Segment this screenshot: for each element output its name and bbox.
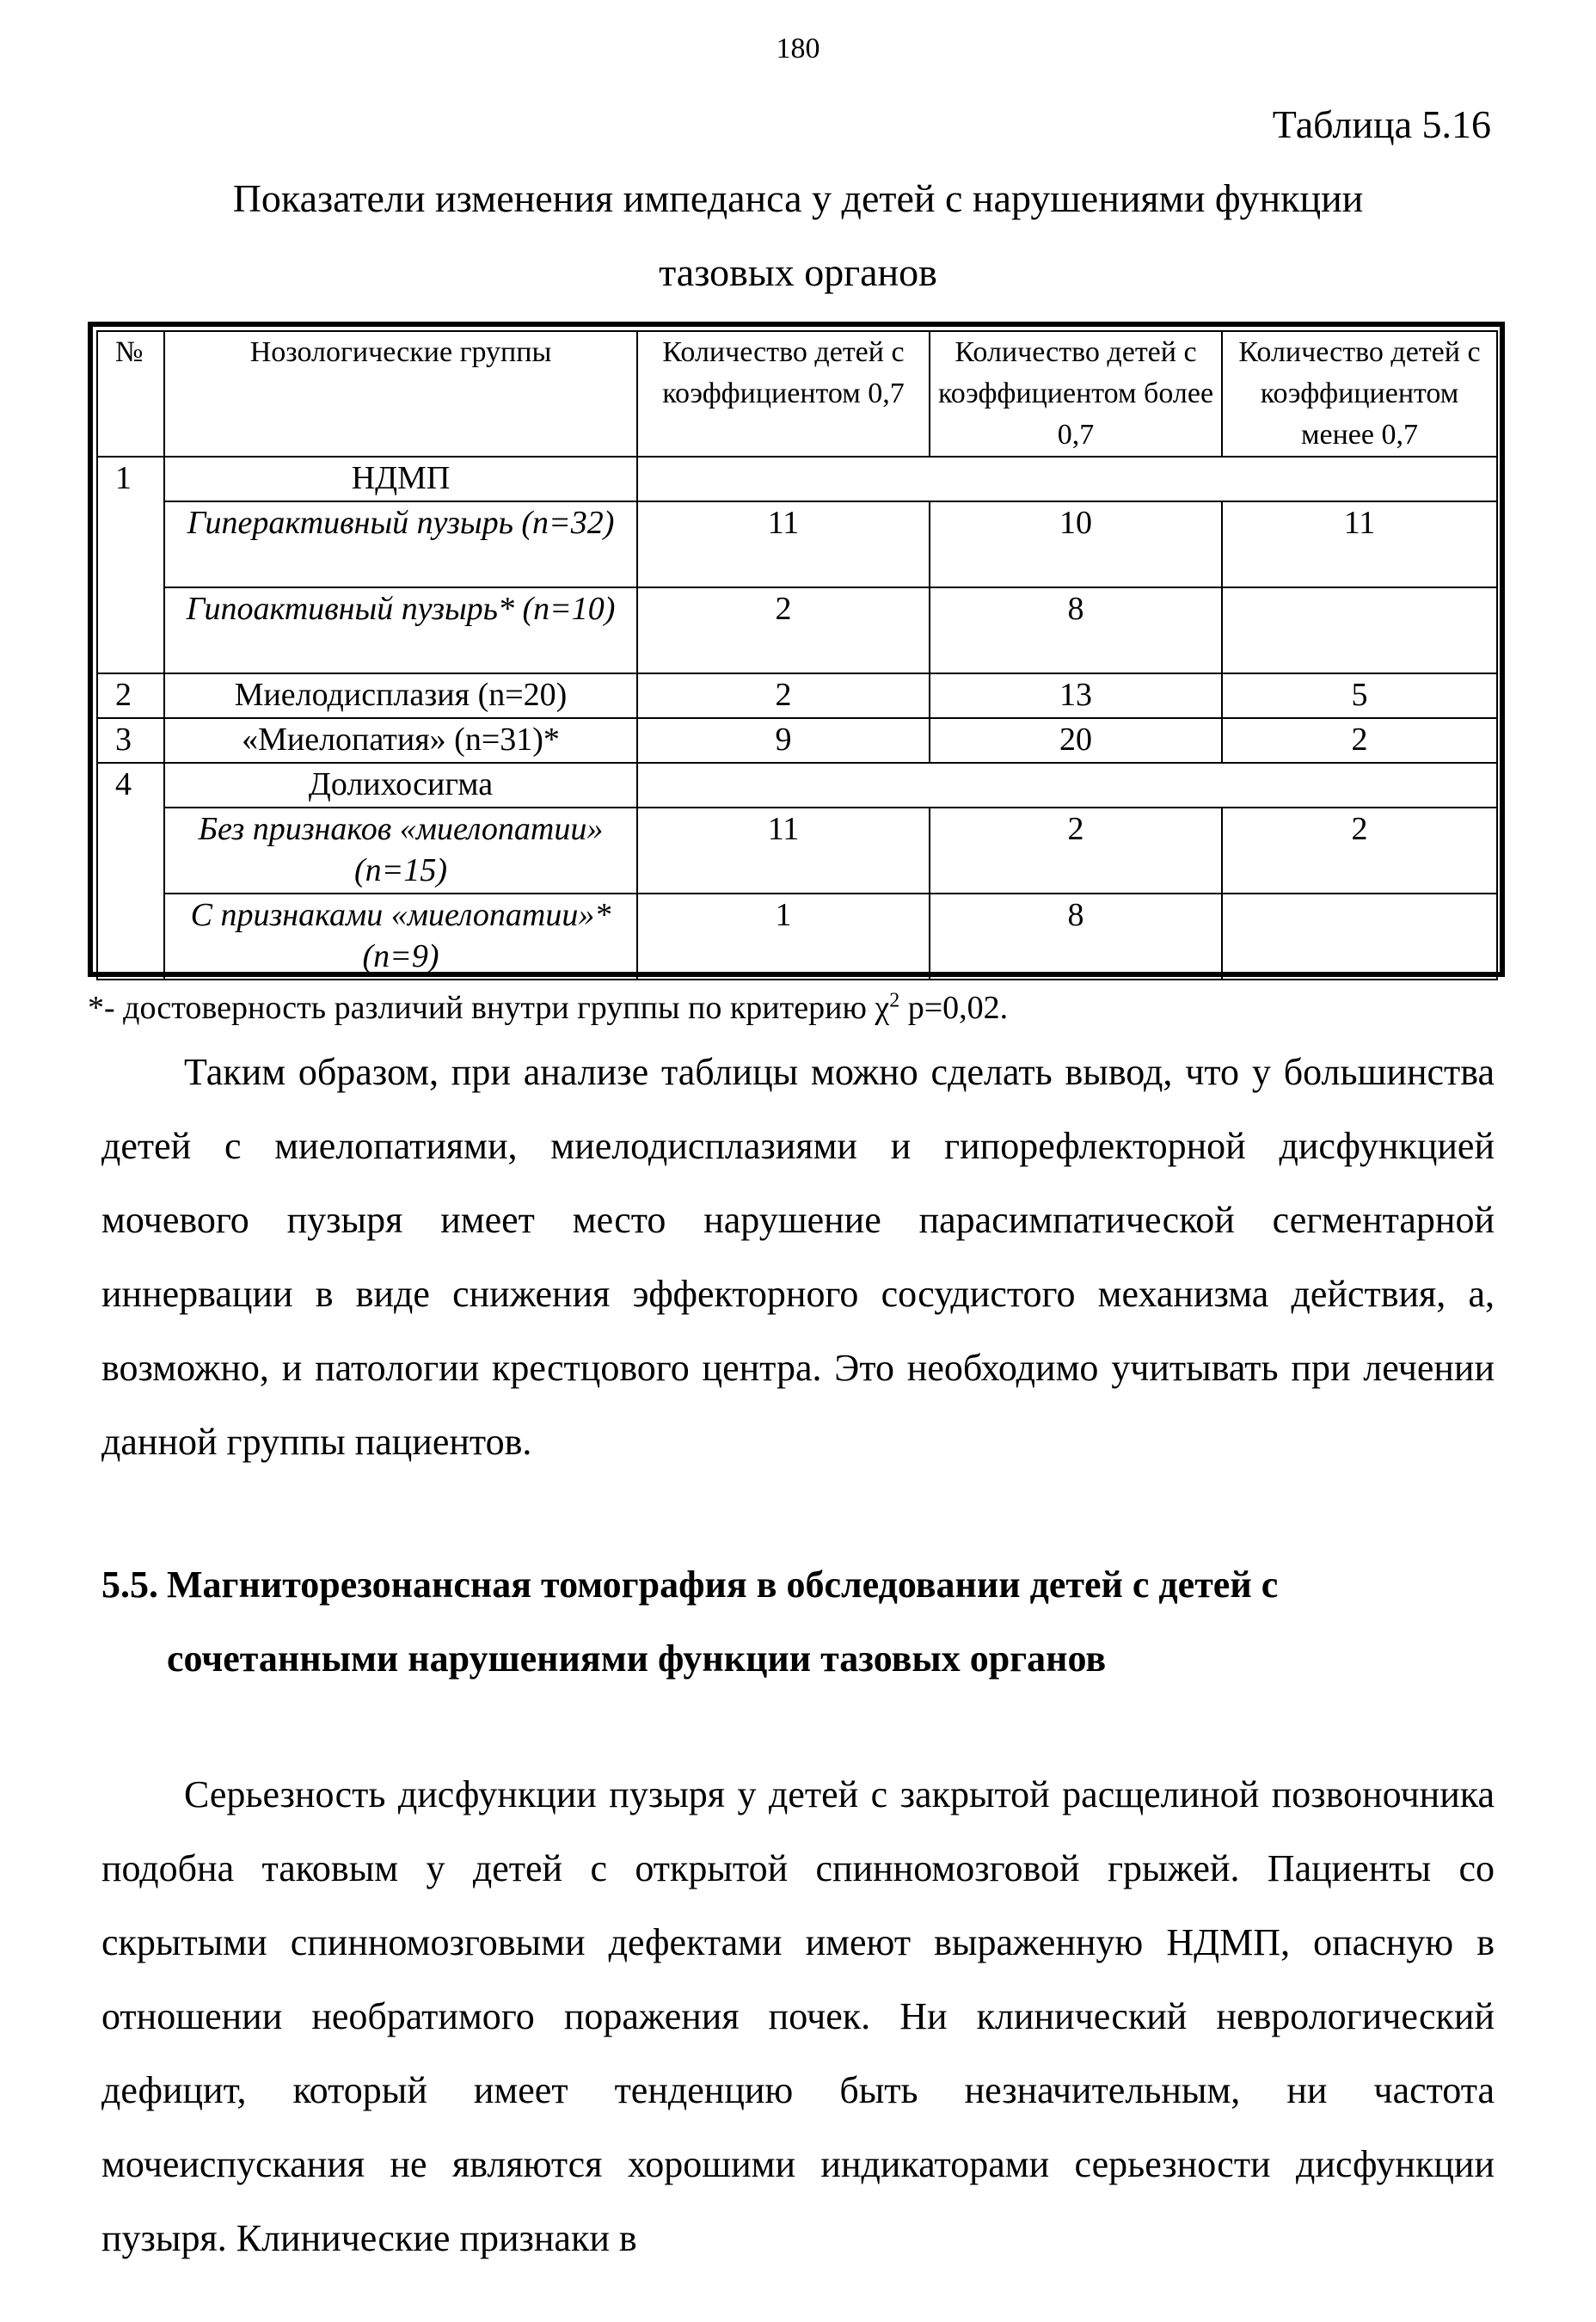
row-c2: 10	[930, 501, 1222, 587]
row-group: Гиперактивный пузырь (n=32)	[164, 501, 637, 587]
row-group: С признаками «миелопатии»* (n=9)	[164, 894, 637, 980]
row-c1: 11	[637, 808, 930, 894]
row-c3: 11	[1222, 501, 1497, 587]
row-c1: 11	[637, 501, 930, 587]
row-c1: 1	[637, 894, 930, 980]
row-c2: 8	[930, 587, 1222, 673]
row-c1: 2	[637, 587, 930, 673]
row-group: «Миелопатия» (n=31)*	[164, 718, 637, 763]
table-footnote	[88, 989, 1008, 1027]
row-num: 3	[97, 718, 164, 763]
page-number: 180	[776, 33, 820, 64]
header-coef-less: Количество детей с коэффициентом менее 0,7	[1222, 331, 1497, 457]
row-c2: 8	[930, 894, 1222, 980]
row-empty	[637, 763, 1497, 808]
table-header-row	[97, 331, 1497, 457]
header-num: №	[97, 331, 164, 457]
footnote-value: р=0,02.	[899, 990, 1009, 1026]
row-c3: 5	[1222, 673, 1497, 718]
row-group: Миелодисплазия (n=20)	[164, 673, 637, 718]
paragraph-mri: Серьезность дисфункции пузыря у детей с закрытой расщелиной позвоночника подобна таковым у детей с открытой спинномозговой грыжей. Пациенты со скрытыми спинномозговыми дефектами имеют выраженную НДМП, опасную в отношении необратимого поражения почек. Ни клинический неврологический дефицит, который имеет тенденцию быть незначительным, ни частота мочеиспускания не являются хорошими индикаторами серьезности дисфункции пузыря. Клинические признаки в	[101, 1773, 1495, 2259]
table-row	[97, 457, 1497, 501]
section-title-line1: Магниторезонансная томография в обследовании детей с детей с	[167, 1563, 1279, 1606]
row-c1: 2	[637, 673, 930, 718]
table-row	[97, 718, 1497, 763]
row-num: 4	[97, 763, 164, 980]
row-c3	[1222, 894, 1497, 980]
table-title-line2: тазовых органов	[659, 250, 937, 294]
row-c3: 2	[1222, 808, 1497, 894]
header-coef-eq: Количество детей с коэффициентом 0,7	[637, 331, 930, 457]
table-label: Таблица 5.16	[1272, 102, 1491, 146]
paragraph-conclusion: Таким образом, при анализе таблицы можно сделать вывод, что у большинства детей с миелопатиями, миелодисплазиями и гипорефлекторной дисфункцией мочевого пузыря имеет место нарушение парасимпатической сегментарной иннервации в виде снижения эффекторного сосудистого механизма действия, а, возможно, и патологии крестцового центра. Это необходимо учитывать при лечении данной группы пациентов.	[101, 1051, 1495, 1463]
row-group: НДМП	[164, 457, 637, 501]
row-group: Долихосигма	[164, 763, 637, 808]
row-empty	[637, 457, 1497, 501]
header-coef-more: Количество детей с коэффициентом более 0,7	[930, 331, 1222, 457]
table-row	[97, 501, 1497, 587]
footnote-text: *- достоверность различий внутри группы по критерию χ	[88, 990, 890, 1026]
table-row	[97, 763, 1497, 808]
table-title-line1: Показатели изменения импеданса у детей с нарушениями функции	[232, 176, 1364, 220]
footnote-superscript: 2	[889, 989, 900, 1012]
row-group: Без признаков «миелопатии» (n=15)	[164, 808, 637, 894]
table-row	[97, 587, 1497, 673]
row-c3: 2	[1222, 718, 1497, 763]
header-group: Нозологические группы	[164, 331, 637, 457]
section-number: 5.5.	[101, 1563, 158, 1606]
section-title-line2: сочетанными нарушениями функции тазовых органов	[167, 1637, 1107, 1680]
row-c2: 20	[930, 718, 1222, 763]
row-group: Гипоактивный пузырь* (n=10)	[164, 587, 637, 673]
section-heading	[101, 1548, 1495, 1696]
row-num: 1	[97, 457, 164, 673]
row-c2: 13	[930, 673, 1222, 718]
row-c2: 2	[930, 808, 1222, 894]
table-row	[97, 673, 1497, 718]
table-title	[129, 162, 1467, 310]
table-row	[97, 808, 1497, 894]
row-num: 2	[97, 673, 164, 718]
row-c1: 9	[637, 718, 930, 763]
impedance-table	[88, 322, 1505, 977]
table-row	[97, 894, 1497, 980]
row-c3	[1222, 587, 1497, 673]
